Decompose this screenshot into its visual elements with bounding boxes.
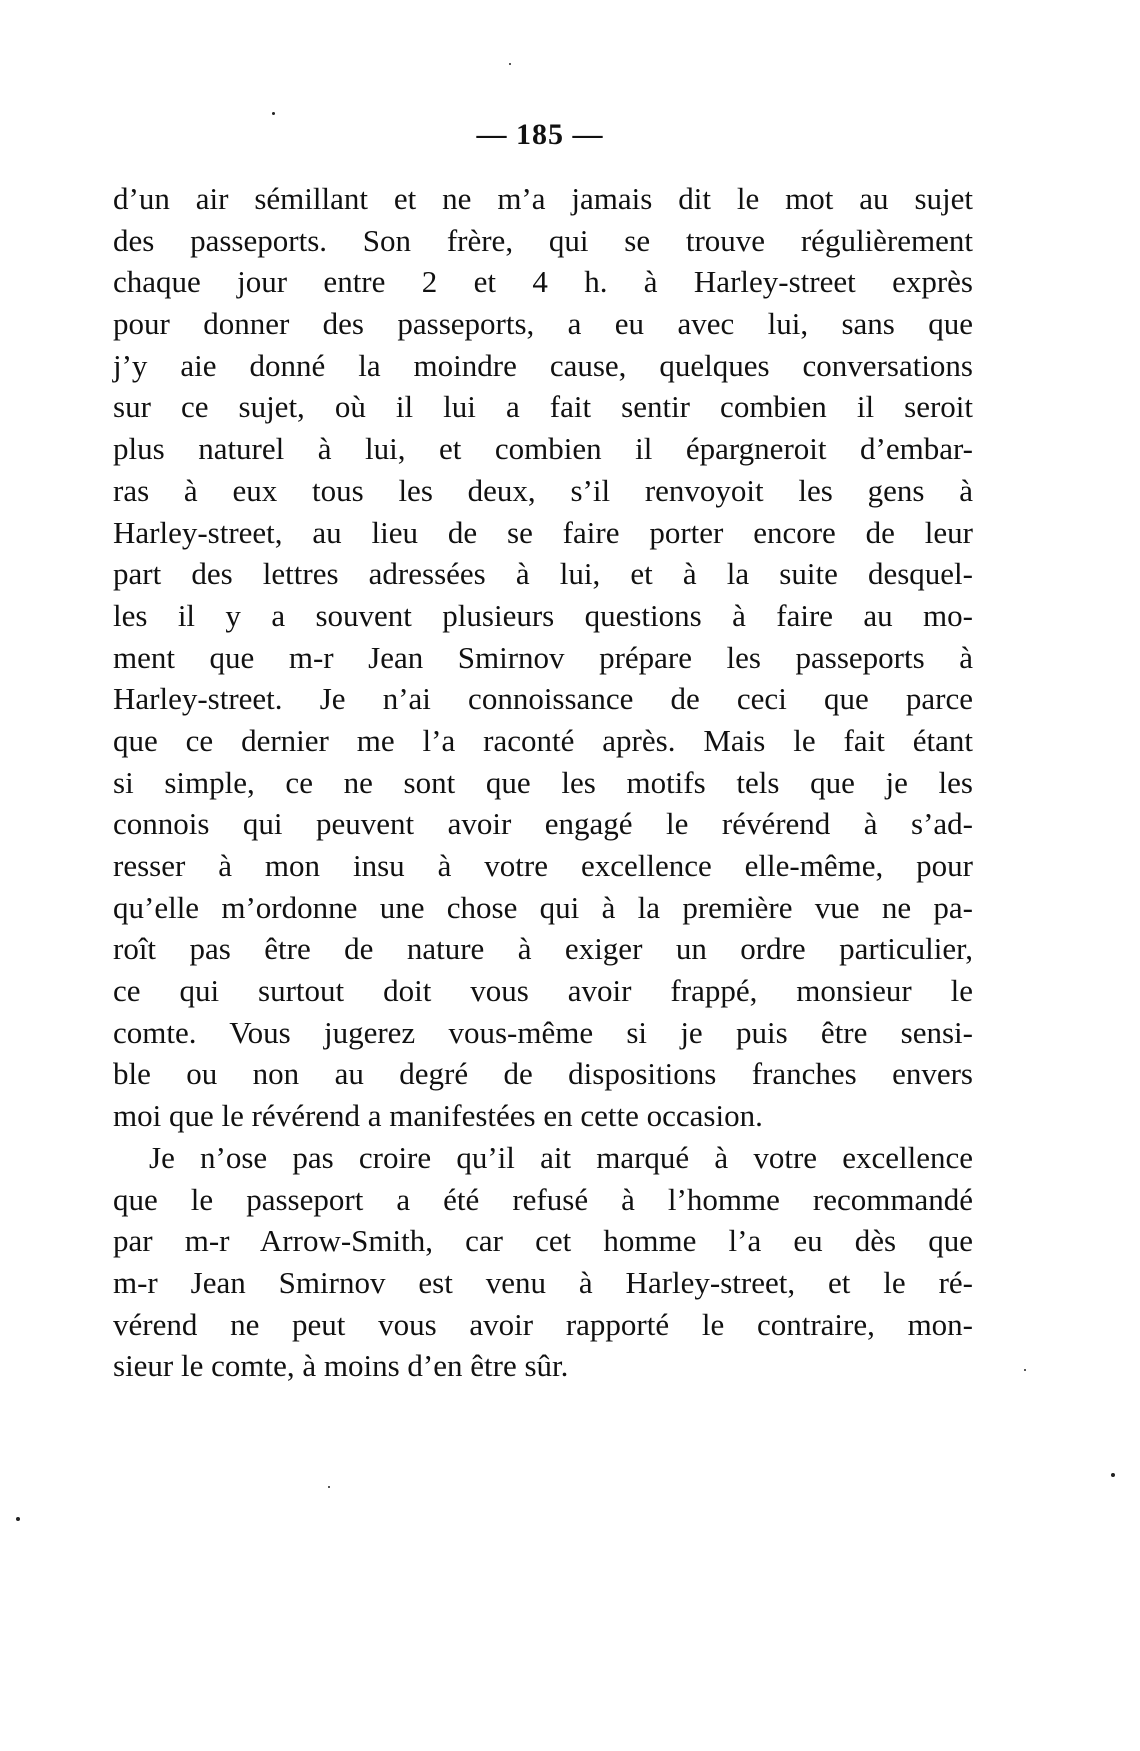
text-line: sur ce sujet, où il lui a fait sentir combien il seroit — [113, 389, 973, 425]
text-line: les il y a souvent plusieurs questions à faire au mo- — [113, 597, 973, 633]
paragraph-2 — [113, 1137, 973, 1387]
scan-speck — [1024, 1369, 1026, 1371]
text-line: des passeports. Son frère, qui se trouve régulièrement — [113, 222, 973, 258]
text-line: si simple, ce ne sont que les motifs tels que je les — [113, 764, 973, 800]
text-line: qu’elle m’ordonne une chose qui à la première vue ne pa- — [113, 889, 973, 925]
scan-speck — [16, 1517, 20, 1521]
text-line: que le passeport a été refusé à l’homme recommandé — [113, 1181, 973, 1217]
text-line: connois qui peuvent avoir engagé le révérend à s’ad- — [113, 806, 973, 842]
text-line: ce qui surtout doit vous avoir frappé, monsieur le — [113, 973, 973, 1009]
page-number: — 185 — — [476, 118, 604, 151]
text-line: sieur le comte, à moins d’en être sûr. — [113, 1348, 569, 1384]
scan-speck — [509, 63, 511, 65]
text-line: plus naturel à lui, et combien il épargneroit d’embar- — [113, 431, 973, 467]
text-line: moi que le révérend a manifestées en cette occasion. — [113, 1098, 763, 1134]
text-line: par m-r Arrow-Smith, car cet homme l’a eu dès que — [113, 1223, 973, 1259]
text-line: ble ou non au degré de dispositions franches envers — [113, 1056, 973, 1092]
text-line: m-r Jean Smirnov est venu à Harley-street, et le ré- — [113, 1264, 973, 1300]
text-line: Harley-street, au lieu de se faire porter encore de leur — [113, 514, 973, 550]
text-line: ment que m-r Jean Smirnov prépare les passeports à — [113, 639, 973, 675]
paragraph-1 — [113, 178, 973, 1137]
text-line: que ce dernier me l’a raconté après. Mais le fait étant — [113, 722, 973, 758]
text-line: part des lettres adressées à lui, et à la suite desquel- — [113, 556, 973, 592]
text-line: ras à eux tous les deux, s’il renvoyoit les gens à — [113, 472, 973, 508]
text-line: chaque jour entre 2 et 4 h. à Harley-street exprès — [113, 264, 973, 300]
body-text — [113, 178, 973, 1387]
text-line: Harley-street. Je n’ai connoissance de ceci que parce — [113, 681, 973, 717]
scan-speck — [1111, 1473, 1115, 1477]
text-line: pour donner des passeports, a eu avec lui, sans que — [113, 306, 973, 342]
text-line: resser à mon insu à votre excellence elle-même, pour — [113, 848, 973, 883]
text-line: j’y aie donné la moindre cause, quelques conversations — [113, 347, 973, 383]
scan-speck — [328, 1486, 330, 1488]
scan-speck — [272, 112, 275, 115]
text-line: comte. Vous jugerez vous-même si je puis être sensi- — [113, 1014, 973, 1050]
text-line: roît pas être de nature à exiger un ordre particulier, — [113, 931, 973, 967]
text-line: d’un air sémillant et ne m’a jamais dit le mot au sujet — [113, 181, 973, 216]
text-line: vérend ne peut vous avoir rapporté le contraire, mon- — [113, 1306, 973, 1342]
text-line: Je n’ose pas croire qu’il ait marqué à votre excellence — [149, 1139, 973, 1175]
